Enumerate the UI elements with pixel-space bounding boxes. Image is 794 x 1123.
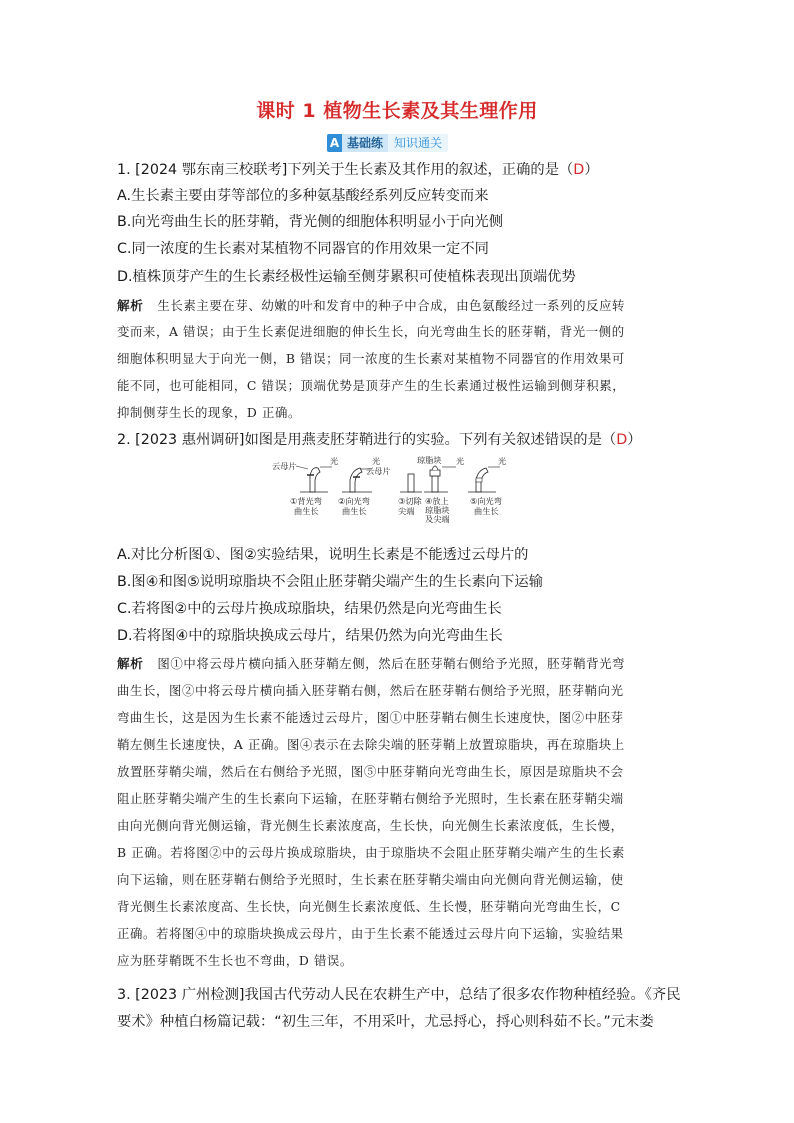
q2-explanation-line: 弯曲生长，这是因为生长素不能透过云母片，图①中胚芽鞘右侧生长速度快，图②中胚芽 bbox=[117, 710, 624, 725]
q2-explanation-line: 向下运输，则在胚芽鞘右侧给予光照时，生长素在胚芽鞘尖端由向光侧向背光侧运输，使 bbox=[117, 872, 624, 887]
section-badge bbox=[327, 134, 448, 152]
caption-5-line2: 曲生长 bbox=[474, 506, 499, 516]
q2-option-b: B.图④和图⑤说明琼脂块不会阻止胚芽鞘尖端产生的生长素向下运输 bbox=[117, 574, 543, 590]
lesson-title: 课时 1 植物生长素及其生理作用 bbox=[256, 100, 538, 122]
q1-stem: 1. [2024 鄂东南三校联考]下列关于生长素及其作用的叙述，正确的是（D） bbox=[117, 162, 599, 178]
coleoptile-3 bbox=[408, 474, 414, 492]
badge-letter: A bbox=[327, 134, 342, 152]
q1-option-d: D.植株顶芽产生的生长素经极性运输至侧芽累积可使植株表现出顶端优势 bbox=[117, 269, 576, 285]
q2-explanation-line: 背光侧生长素浓度高、生长快，向光侧生长素浓度低、生长慢，胚芽鞘向光弯曲生长，C bbox=[117, 899, 621, 914]
mica-label: 云母片 bbox=[272, 461, 297, 471]
coleoptile-experiment-figure bbox=[272, 456, 522, 524]
q2-explanation-line: 由向光侧向背光侧运输，背光侧生长素浓度高，生长快，向光侧生长素浓度低，生长慢， bbox=[117, 818, 624, 833]
caption-4-line2: 琼脂块 bbox=[425, 505, 450, 515]
light-label-1: 光 bbox=[330, 456, 339, 466]
q2-answer: D bbox=[616, 432, 628, 448]
q2-option-d: D.若将图④中的琼脂块换成云母片，结果仍然为向光弯曲生长 bbox=[117, 628, 503, 644]
q1-explanation-label: 解析 bbox=[117, 298, 144, 313]
q2-explanation-line: B 正确。若将图②中的云母片换成琼脂块，由于琼脂块不会阻止胚芽鞘尖端产生的生长素 bbox=[117, 845, 625, 860]
caption-4-line1: ④放上 bbox=[425, 496, 449, 506]
q2-explanation-line: 解析 图①中将云母片横向插入胚芽鞘左侧，然后在胚芽鞘右侧给予光照，胚芽鞘背光弯 bbox=[117, 656, 626, 671]
caption-3-line1: ③切除 bbox=[398, 496, 422, 506]
q2-explanation-label: 解析 bbox=[117, 656, 144, 671]
light-label-4: 光 bbox=[456, 456, 465, 466]
q2-explanation-line: 曲生长，图②中将云母片横向插入胚芽鞘右侧，然后在胚芽鞘右侧给予光照，胚芽鞘向光 bbox=[117, 683, 624, 698]
q1-explanation-line: 能不同，也可能相同，C 错误；顶端优势是顶芽产生的生长素通过极性运输到侧芽积累， bbox=[117, 378, 626, 393]
q1-explanation-line: 抑制侧芽生长的现象，D 正确。 bbox=[117, 405, 301, 420]
agar-block bbox=[430, 470, 440, 476]
caption-4-line3: 及尖端 bbox=[425, 514, 450, 524]
tip-on-agar bbox=[432, 466, 438, 470]
q2-explanation-line: 正确。若将图④中的琼脂块换成云母片，由于生长素不能透过云母片向下运输，实验结果 bbox=[117, 926, 624, 941]
caption-1-line1: ①背光弯 bbox=[290, 496, 322, 506]
coleoptile-2 bbox=[350, 468, 362, 492]
q1-option-a: A.生长素主要由芽等部位的多种氨基酸经系列反应转变而来 bbox=[117, 188, 489, 204]
caption-2-line2: 曲生长 bbox=[342, 506, 367, 516]
q3-stem-line: 要术》种植白杨篇记载：“初生三年，不用采叶，尤忌捋心，捋心则科茹不长。”元末娄 bbox=[117, 1014, 654, 1030]
mica-label-2: 云母片 bbox=[366, 466, 391, 476]
badge-level: 基础练 bbox=[342, 134, 388, 152]
light-label-5: 光 bbox=[498, 456, 507, 466]
caption-3-line2: 尖端 bbox=[398, 506, 415, 516]
coleoptile-4 bbox=[432, 476, 438, 492]
coleoptile-1 bbox=[310, 468, 320, 492]
q2-explanation-line: 应为胚芽鞘既不生长也不弯曲，D 错误。 bbox=[117, 953, 353, 968]
mica-pointer bbox=[296, 466, 308, 469]
q2-option-c: C.若将图②中的云母片换成琼脂块，结果仍然是向光弯曲生长 bbox=[117, 601, 502, 617]
agar-block-5 bbox=[476, 478, 482, 482]
light-label-2: 光 bbox=[372, 456, 381, 466]
caption-1-line2: 曲生长 bbox=[294, 506, 319, 516]
q3-stem-line: 3. [2023 广州检测]我国古代劳动人民在农耕生产中，总结了很多农作物种植经验。《齐民 bbox=[117, 987, 681, 1003]
q2-stem: 2. [2023 惠州调研]如图是用燕麦胚芽鞘进行的实验。下列有关叙述错误的是（D） bbox=[117, 432, 642, 448]
q1-option-c: C.同一浓度的生长素对某植物不同器官的作用效果一定不同 bbox=[117, 241, 489, 257]
q2-option-a: A.对比分析图①、图②实验结果，说明生长素是不能透过云母片的 bbox=[117, 547, 529, 563]
q2-explanation-line: 阻止胚芽鞘尖端产生的生长素向下运输，在胚芽鞘右侧给予光照时，生长素在胚芽鞘尖端 bbox=[117, 791, 624, 806]
q1-option-b: B.向光弯曲生长的胚芽鞘，背光侧的细胞体积明显小于向光侧 bbox=[117, 214, 504, 230]
q1-answer: D bbox=[573, 162, 585, 178]
caption-2-line1: ②向光弯 bbox=[338, 496, 370, 506]
badge-tag: 知识通关 bbox=[388, 134, 448, 152]
q2-explanation-line: 放置胚芽鞘尖端，然后在右侧给予光照，图⑤中胚芽鞘向光弯曲生长，原因是琼脂块不会 bbox=[117, 764, 624, 779]
q2-explanation-line: 鞘左侧生长速度快，A 正确。图④表示在去除尖端的胚芽鞘上放置琼脂块，再在琼脂块上 bbox=[117, 737, 625, 752]
q1-explanation-line: 解析 生长素主要在芽、幼嫩的叶和发育中的种子中合成，由色氨酸经过一系列的反应转 bbox=[117, 298, 626, 313]
q1-explanation-line: 细胞体积明显大于向光一侧，B 错误；同一浓度的生长素对某植物不同器官的作用效果可 bbox=[117, 351, 625, 366]
agar-label: 琼脂块 bbox=[417, 456, 442, 465]
caption-5-line1: ⑤向光弯 bbox=[470, 496, 502, 506]
q1-explanation-line: 变而来，A 错误；由于生长素促进细胞的伸长生长，向光弯曲生长的胚芽鞘，背光一侧的 bbox=[117, 324, 625, 339]
